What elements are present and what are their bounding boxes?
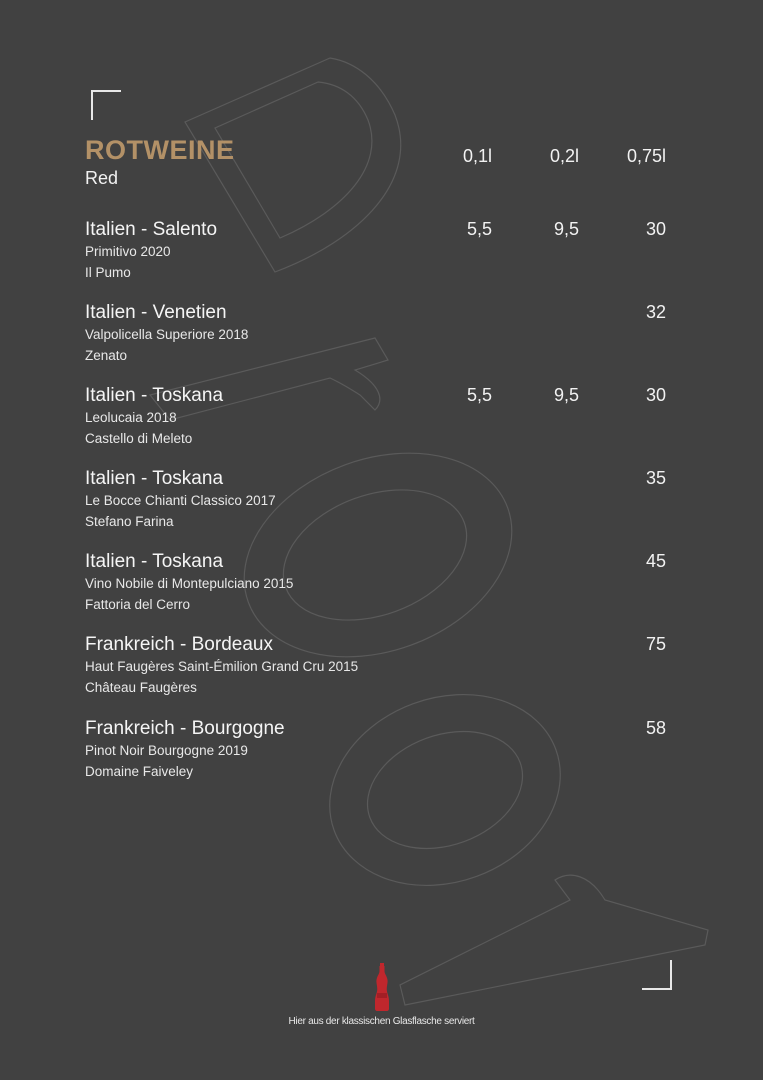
wine-producer: Il Pumo [85,265,131,280]
price-0-75l: 45 [645,551,666,571]
corner-bracket-bottom-right [642,960,672,990]
wine-entry [85,468,675,538]
wine-entry [85,551,675,621]
wine-name: Haut Faugères Saint-Émilion Grand Cru 2015 [85,659,359,674]
section-title: ROTWEINE [85,135,235,165]
price-0-75l: 35 [645,468,666,488]
wine-producer: Zenato [85,348,128,363]
wine-region: Frankreich - Bourgogne [85,718,285,739]
wine-region: Frankreich - Bordeaux [85,634,273,655]
glass-bottle-icon [373,963,391,1011]
wine-entry [85,718,675,788]
wine-name: Leolucaia 2018 [85,410,177,425]
column-header-0-75l: 0,75l [626,146,666,166]
wine-producer: Stefano Farina [85,514,174,529]
wine-name: Valpolicella Superiore 2018 [85,327,249,342]
wine-name: Vino Nobile di Montepulciano 2015 [85,576,294,591]
price-0-2l: 9,5 [553,219,579,239]
price-0-75l: 32 [645,302,666,322]
wine-region: Italien - Toskana [85,385,224,406]
section-subtitle: Red [85,168,119,188]
wine-entry [85,634,675,704]
wine-region: Italien - Salento [85,219,218,240]
wine-name: Primitivo 2020 [85,244,171,259]
wine-producer: Fattoria del Cerro [85,597,191,612]
column-header-0-1l: 0,1l [462,146,492,166]
price-0-1l: 5,5 [466,219,492,239]
wine-entry [85,385,675,455]
price-0-1l: 5,5 [466,385,492,405]
wine-name: Pinot Noir Bourgogne 2019 [85,743,248,758]
wine-entry [85,302,675,372]
wine-producer: Castello di Meleto [85,431,193,446]
price-0-2l: 9,5 [553,385,579,405]
wine-producer: Domaine Faiveley [85,764,194,779]
wine-region: Italien - Toskana [85,468,224,489]
wine-producer: Château Faugères [85,680,197,695]
price-0-75l: 30 [645,219,666,239]
wine-name: Le Bocce Chianti Classico 2017 [85,493,276,508]
price-0-75l: 58 [645,718,666,738]
wine-region: Italien - Venetien [85,302,227,323]
wine-entry [85,219,675,289]
wine-region: Italien - Toskana [85,551,224,572]
corner-bracket-top-left [91,90,121,120]
price-0-75l: 30 [645,385,666,405]
footer-note: Hier aus der klassischen Glasflasche serviert [288,1016,475,1027]
price-0-75l: 75 [645,634,666,654]
column-header-0-2l: 0,2l [549,146,579,166]
